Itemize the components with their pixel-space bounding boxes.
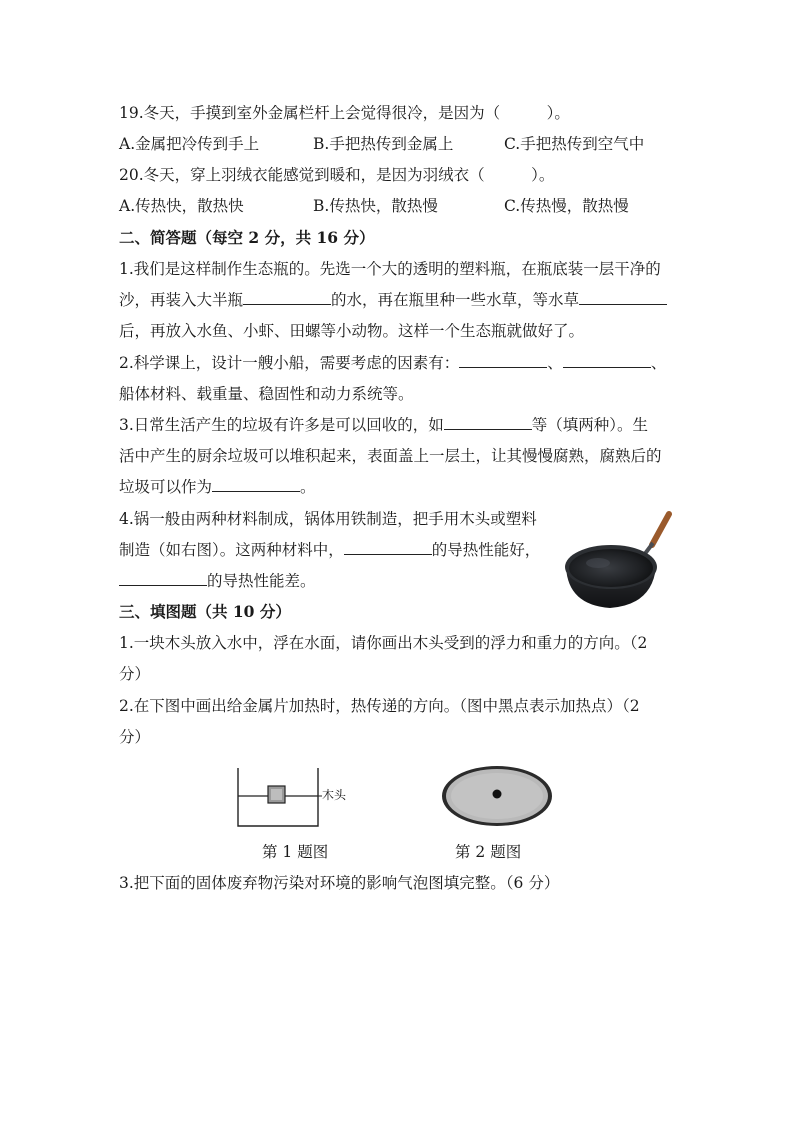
s2-q2-line2: 船体材料、载重量、稳固性和动力系统等。 [119, 385, 414, 403]
answer-blank[interactable] [444, 415, 532, 430]
figure1-caption: 第 1 题图 [262, 843, 329, 861]
s2-q4-line2: 制造（如右图）。这两种材料中， 的导热性能好， [119, 541, 541, 559]
answer-blank[interactable] [243, 290, 331, 305]
q19-option-b: B.手把热传到金属上 [313, 135, 454, 153]
metal-plate-figure [440, 764, 554, 828]
answer-blank[interactable] [212, 477, 300, 492]
q20-option-a: A.传热快，散热快 [119, 197, 244, 215]
s2-q3-line2: 活中产生的厨余垃圾可以堆积起来，表面盖上一层土，让其慢慢腐熟，腐熟后的 [119, 447, 662, 465]
q20-stem: 20.冬天，穿上羽绒衣能感觉到暖和，是因为羽绒衣（ ）。 [119, 166, 555, 184]
s3-q1-line2: 分） [119, 665, 151, 683]
q19-stem: 19.冬天，手摸到室外金属栏杆上会觉得很冷，是因为（ ）。 [119, 104, 570, 122]
s3-q2-line2: 分） [119, 728, 151, 746]
answer-blank[interactable] [459, 353, 547, 368]
section3-title: 三、填图题（共 10 分） [119, 602, 291, 621]
wok-pan-icon [560, 505, 680, 613]
s2-q4-line3: 的导热性能差。 [119, 571, 316, 591]
wood-label: 木头 [322, 788, 347, 802]
s3-q2-line1: 2.在下图中画出给金属片加热时，热传递的方向。（图中黑点表示加热点）（2 [119, 697, 640, 715]
answer-blank[interactable] [119, 571, 207, 586]
q19-option-a: A.金属把冷传到手上 [119, 135, 260, 153]
s2-q3-line3: 垃圾可以作为 。 [119, 478, 316, 496]
s3-q3-line1: 3.把下面的固体废弃物污染对环境的影响气泡图填完整。（6 分） [119, 874, 560, 892]
q20-option-c: C.传热慢，散热慢 [504, 197, 629, 215]
answer-blank[interactable] [563, 353, 651, 368]
s2-q1-line2: 沙，再装入大半瓶 的水，再在瓶里种一些水草，等水草 [119, 290, 667, 310]
s2-q4-line1: 4.锅一般由两种材料制成，锅体用铁制造，把手用木头或塑料 [119, 510, 537, 528]
s3-q1-line1: 1.一块木头放入水中，浮在水面，请你画出木头受到的浮力和重力的方向。（2 [119, 634, 648, 652]
s2-q3-line1: 3.日常生活产生的垃圾有许多是可以回收的，如 等（填两种）。生 [119, 416, 649, 434]
s2-q1-line3: 后，再放入水鱼、小虾、田螺等小动物。这样一个生态瓶就做好了。 [119, 322, 585, 340]
answer-blank[interactable] [344, 540, 432, 555]
s2-q2-line1: 2.科学课上，设计一艘小船，需要考虑的因素有： 、 、 [119, 354, 667, 372]
answer-blank[interactable] [579, 290, 667, 305]
q19-option-c: C.手把热传到空气中 [504, 135, 645, 153]
q20-option-b: B.传热快，散热慢 [313, 197, 438, 215]
figure2-caption: 第 2 题图 [455, 843, 522, 861]
s2-q1-line1: 1.我们是这样制作生态瓶的。先选一个大的透明的塑料瓶，在瓶底装一层干净的 [119, 260, 661, 278]
section2-title: 二、简答题（每空 2 分，共 16 分） [119, 228, 375, 247]
